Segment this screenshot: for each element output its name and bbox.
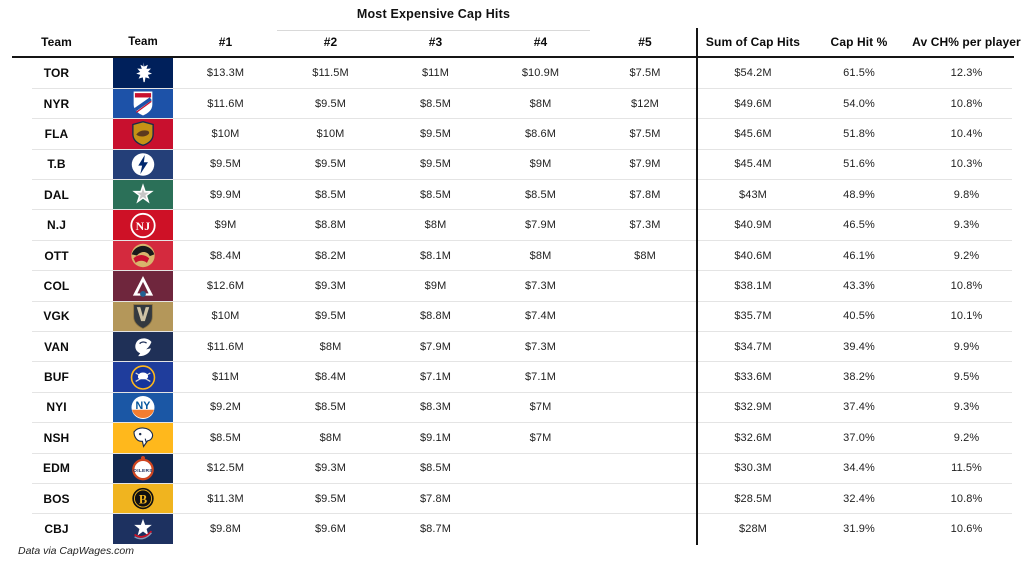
cap-hit-3-cell: $8.3M: [419, 401, 452, 414]
cap-hit-5-cell: $7.8M: [629, 188, 661, 201]
table-header: [0, 28, 1024, 56]
table-row: [0, 180, 1024, 210]
table-row: [0, 210, 1024, 240]
sum-cell: $32.9M: [734, 401, 772, 414]
cap-hit-5-cell: [593, 483, 697, 513]
team-abbr: COL: [43, 278, 70, 293]
team-abbr: DAL: [44, 187, 69, 202]
sum-cell: $49.6M: [734, 97, 772, 110]
col-header-av-ch-pct: Av CH% per player: [912, 35, 1021, 49]
sum-cell: $28.5M: [734, 492, 772, 505]
cap-hit-pct-cell: 48.9%: [843, 188, 875, 201]
cap-hit-pct-cell: 43.3%: [843, 279, 875, 292]
cap-hit-5-cell: $12M: [631, 97, 659, 110]
cap-hit-4-cell: [488, 483, 593, 513]
cap-hit-4-cell: $7M: [529, 431, 552, 444]
sum-cell: $43M: [739, 188, 767, 201]
team-logo-col: [113, 271, 173, 301]
team-logo-nsh: [113, 423, 173, 453]
cap-hit-pct-cell: 39.4%: [843, 340, 875, 353]
cap-hit-2-cell: $11.5M: [312, 67, 349, 80]
team-abbr: CBJ: [44, 522, 69, 537]
sum-cell: $45.6M: [734, 127, 772, 140]
bos-logo-icon: [126, 485, 160, 512]
cap-hit-3-cell: $11M: [421, 67, 450, 80]
av-ch-pct-cell: 9.9%: [953, 340, 980, 353]
cap-hit-1-cell: $9.5M: [209, 158, 242, 171]
av-ch-pct-cell: 12.3%: [950, 67, 983, 80]
svg-text:B: B: [138, 492, 148, 507]
cap-hit-2-cell: $9.5M: [314, 310, 347, 323]
cap-hit-1-cell: $11.6M: [207, 97, 244, 110]
av-ch-pct-cell: 9.2%: [953, 249, 980, 262]
cap-hit-1-cell: $11.6M: [207, 340, 244, 353]
table-row: [0, 119, 1024, 149]
cap-hit-5-cell: [593, 301, 697, 331]
team-abbr: NYI: [46, 400, 67, 415]
cap-hit-pct-cell: 40.5%: [843, 310, 875, 323]
cap-hit-pct-cell: 51.8%: [843, 127, 875, 140]
col-header-rank-5: #5: [638, 35, 652, 49]
nyi-logo-icon: [126, 394, 160, 421]
col-header-sum: Sum of Cap Hits: [705, 35, 801, 49]
cap-hit-2-cell: $8.2M: [314, 249, 347, 262]
table-row: [0, 332, 1024, 362]
av-ch-pct-cell: 10.8%: [950, 492, 983, 505]
team-abbr: FLA: [44, 126, 69, 141]
av-ch-pct-cell: 11.5%: [951, 462, 982, 475]
sum-cell: $33.6M: [734, 371, 772, 384]
team-logo-nyr: [113, 88, 173, 118]
team-logo-fla: [113, 119, 173, 149]
cap-hit-1-cell: $11M: [211, 371, 240, 384]
cap-hit-2-cell: $8.5M: [314, 401, 347, 414]
cap-hit-1-cell: $10M: [211, 310, 240, 323]
team-logo-dal: [113, 180, 173, 210]
cap-hit-5-cell: [593, 514, 697, 544]
av-ch-pct-cell: 10.8%: [950, 97, 983, 110]
cap-hit-3-cell: $8M: [424, 219, 447, 232]
cap-hit-5-cell: [593, 423, 697, 453]
table-row: [0, 240, 1024, 270]
cap-hit-pct-cell: 46.5%: [843, 219, 875, 232]
cap-hit-3-cell: $8.8M: [419, 310, 452, 323]
cap-hit-1-cell: $9.9M: [209, 188, 242, 201]
nyr-logo-icon: [126, 90, 160, 117]
team-abbr: NSH: [43, 430, 70, 445]
col-header-team: Team: [41, 35, 72, 49]
team-abbr: NYR: [43, 96, 70, 111]
cap-hit-1-cell: $10M: [211, 127, 240, 140]
nj-logo-icon: [126, 212, 160, 239]
team-abbr: BUF: [44, 370, 69, 385]
table-row: [0, 392, 1024, 422]
cap-hit-1-cell: $12.5M: [206, 462, 245, 475]
cap-hit-pct-cell: 37.0%: [843, 431, 875, 444]
cap-hit-3-cell: $8.5M: [419, 97, 452, 110]
cap-hit-3-cell: $7.8M: [419, 492, 452, 505]
cap-hit-4-cell: $7M: [529, 401, 552, 414]
cap-hit-2-cell: $10M: [316, 127, 345, 140]
cap-hit-5-cell: $7.3M: [629, 219, 661, 232]
cap-hit-4-cell: $7.3M: [524, 340, 557, 353]
cap-hit-1-cell: $12.6M: [206, 279, 245, 292]
table-row: [0, 301, 1024, 331]
col-logo-icon: [126, 272, 160, 299]
av-ch-pct-cell: 10.1%: [950, 310, 983, 323]
team-abbr: N.J: [47, 218, 66, 233]
cap-hit-2-cell: $8M: [319, 431, 342, 444]
cap-hit-2-cell: $8.4M: [314, 371, 347, 384]
table-row: [0, 483, 1024, 513]
cap-hit-pct-cell: 38.2%: [843, 371, 875, 384]
cap-hit-pct-cell: 31.9%: [843, 523, 875, 536]
cap-hit-4-cell: $8M: [529, 249, 552, 262]
team-abbr: TOR: [43, 66, 70, 81]
sum-cell: $28M: [739, 523, 767, 536]
cap-hit-2-cell: $9.3M: [314, 462, 347, 475]
cap-hit-3-cell: $7.1M: [419, 371, 452, 384]
team-logo-edm: [113, 453, 173, 483]
sum-cell: $40.6M: [734, 249, 772, 262]
cap-hit-5-cell: [593, 271, 697, 301]
vgk-logo-icon: [126, 303, 160, 330]
cap-hit-5-cell: [593, 332, 697, 362]
team-abbr: BOS: [43, 491, 70, 506]
table-row: [0, 514, 1024, 544]
cap-hit-5-cell: [593, 453, 697, 483]
cap-hit-1-cell: $13.3M: [206, 67, 245, 80]
sum-cell: $30.3M: [734, 462, 772, 475]
team-abbr: VGK: [43, 309, 70, 324]
team-abbr: OTT: [44, 248, 69, 263]
cap-hit-4-cell: $8.5M: [524, 188, 557, 201]
cap-hit-5-cell: $7.9M: [629, 158, 661, 171]
cap-hit-3-cell: $8.5M: [419, 462, 452, 475]
av-ch-pct-cell: 9.8%: [953, 188, 980, 201]
tb-logo-icon: [126, 151, 160, 178]
cap-hit-3-cell: $8.7M: [419, 523, 452, 536]
summary-divider: [696, 28, 698, 545]
ott-logo-icon: [126, 242, 160, 269]
cap-hit-5-cell: $7.5M: [629, 127, 661, 140]
svg-text:OILERS: OILERS: [133, 468, 153, 474]
av-ch-pct-cell: 10.4%: [950, 127, 983, 140]
team-logo-tb: [113, 149, 173, 179]
av-ch-pct-cell: 10.6%: [950, 523, 983, 536]
col-header-team-logo: Team: [128, 36, 158, 48]
cap-hit-2-cell: $9.5M: [314, 492, 347, 505]
cap-hit-pct-cell: 34.4%: [843, 462, 875, 475]
cap-hit-4-cell: [488, 453, 593, 483]
cap-hit-2-cell: $8M: [319, 340, 342, 353]
av-ch-pct-cell: 10.3%: [950, 158, 983, 171]
cap-hit-2-cell: $8.5M: [314, 188, 347, 201]
edm-logo-icon: [126, 455, 160, 482]
cap-hit-4-cell: $8M: [529, 97, 552, 110]
sum-cell: $54.2M: [734, 67, 772, 80]
cap-hit-1-cell: $8.4M: [209, 249, 242, 262]
team-logo-buf: [113, 362, 173, 392]
cap-hit-4-cell: $9M: [529, 158, 552, 171]
av-ch-pct-cell: 9.2%: [953, 431, 980, 444]
cap-hit-1-cell: $9.2M: [209, 401, 242, 414]
col-header-rank-3: #3: [428, 35, 443, 49]
col-header-rank-2: #2: [323, 35, 338, 49]
cap-hit-5-cell: [593, 362, 697, 392]
cap-hit-2-cell: $8.8M: [314, 219, 347, 232]
cap-hit-pct-cell: 37.4%: [843, 401, 875, 414]
tor-logo-icon: [126, 60, 160, 87]
buf-logo-icon: [126, 364, 160, 391]
cap-hit-3-cell: $9.5M: [419, 127, 452, 140]
team-logo-van: [113, 332, 173, 362]
table-row: [0, 149, 1024, 179]
cap-hit-3-cell: $9.5M: [419, 158, 452, 171]
col-header-cap-hit-pct: Cap Hit %: [830, 35, 888, 49]
cap-hit-4-cell: $7.4M: [524, 310, 557, 323]
sum-cell: $38.1M: [734, 279, 772, 292]
cap-hit-5-cell: $7.5M: [629, 67, 661, 80]
cap-hit-1-cell: $9.8M: [209, 523, 242, 536]
cap-hit-3-cell: $9M: [424, 279, 447, 292]
cap-hit-pct-cell: 46.1%: [843, 249, 875, 262]
av-ch-pct-cell: 9.3%: [953, 219, 980, 232]
col-header-rank-4: #4: [533, 35, 548, 49]
van-logo-icon: [126, 333, 160, 360]
fla-logo-icon: [126, 120, 160, 147]
cap-hit-3-cell: $8.1M: [419, 249, 452, 262]
cap-hit-4-cell: [488, 514, 593, 544]
svg-text:NY: NY: [135, 399, 151, 412]
cap-hit-1-cell: $8.5M: [209, 431, 242, 444]
cap-hit-5-cell: $8M: [634, 249, 656, 262]
team-logo-cbj: [113, 514, 173, 544]
team-logo-tor: [113, 58, 173, 88]
dal-logo-icon: [126, 181, 160, 208]
table-row: [0, 58, 1024, 88]
av-ch-pct-cell: 9.3%: [953, 401, 980, 414]
team-logo-bos: [113, 483, 173, 513]
team-abbr: T.B: [47, 157, 66, 172]
sum-cell: $34.7M: [734, 340, 772, 353]
col-header-rank-1: #1: [218, 35, 233, 49]
cap-hit-1-cell: $11.3M: [207, 492, 244, 505]
table-row: [0, 88, 1024, 118]
table-body: [0, 58, 1024, 544]
cbj-logo-icon: [126, 516, 160, 543]
team-abbr: VAN: [44, 339, 69, 354]
table-row: [0, 271, 1024, 301]
cap-hit-1-cell: $9M: [214, 219, 237, 232]
team-logo-nj: [113, 210, 173, 240]
cap-hit-5-cell: [593, 392, 697, 422]
team-logo-nyi: [113, 392, 173, 422]
cap-hit-4-cell: $8.6M: [524, 127, 557, 140]
source-note: Data via CapWages.com: [18, 545, 134, 557]
cap-hit-pct-cell: 61.5%: [843, 67, 875, 80]
cap-hit-4-cell: $10.9M: [521, 67, 560, 80]
cap-hit-4-cell: $7.3M: [524, 279, 557, 292]
cap-hit-2-cell: $9.6M: [314, 523, 347, 536]
cap-hit-3-cell: $8.5M: [419, 188, 452, 201]
av-ch-pct-cell: 9.5%: [953, 371, 980, 384]
cap-hit-pct-cell: 32.4%: [843, 492, 875, 505]
team-logo-vgk: [113, 301, 173, 331]
sum-cell: $35.7M: [734, 310, 772, 323]
cap-hit-pct-cell: 51.6%: [843, 158, 875, 171]
team-logo-ott: [113, 240, 173, 270]
cap-hit-2-cell: $9.5M: [314, 97, 347, 110]
table-row: [0, 453, 1024, 483]
cap-hit-3-cell: $9.1M: [419, 431, 452, 444]
cap-hit-2-cell: $9.5M: [314, 158, 347, 171]
page-title: Most Expensive Cap Hits: [356, 7, 511, 21]
svg-text:NJ: NJ: [135, 218, 151, 233]
cap-hit-pct-cell: 54.0%: [843, 97, 875, 110]
cap-hit-2-cell: $9.3M: [314, 279, 347, 292]
table-row: [0, 362, 1024, 392]
cap-hit-3-cell: $7.9M: [419, 340, 452, 353]
team-abbr: EDM: [43, 461, 70, 476]
nsh-logo-icon: [126, 424, 160, 451]
av-ch-pct-cell: 10.8%: [950, 279, 983, 292]
sum-cell: $45.4M: [734, 158, 772, 171]
sum-cell: $40.9M: [734, 219, 772, 232]
cap-hit-4-cell: $7.1M: [524, 371, 557, 384]
table-row: [0, 423, 1024, 453]
sum-cell: $32.6M: [734, 431, 772, 444]
cap-hit-4-cell: $7.9M: [524, 219, 557, 232]
